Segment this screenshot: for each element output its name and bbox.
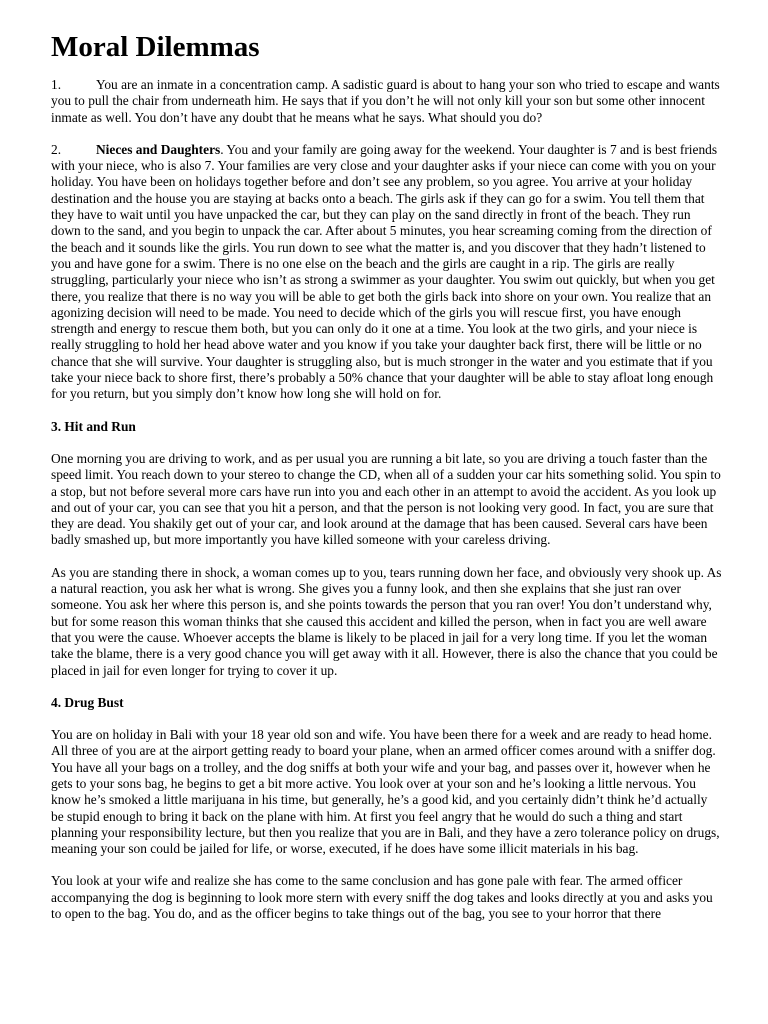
- dilemma-4-heading: 4. Drug Bust: [51, 694, 124, 710]
- dilemma-1-number: 1.: [51, 77, 62, 92]
- dilemma-1: [51, 77, 723, 126]
- dilemma-2-heading: Nieces and Daughters: [96, 141, 221, 157]
- dilemma-1-text: You are an inmate in a concentration camp. A sadistic guard is about to hang your son who tried to escape and wants you to pull the chair from underneath him. He says that if you don’t he will not only kill your son but some other innocent inmate as well. You don’t have any doubt that he means what he says. What should you do?: [51, 77, 720, 125]
- dilemma-2-text: . You and your family are going away for the weekend. Your daughter is 7 and is best friends with your niece, who is also 7. Your families are very close and your daughter asks if your niece can come with you on your holiday. You have been on holidays together before and don’t see any problem, so you agree. You arrive at your holiday destination and the house you are staying at backs onto a beach. The girls ask if they can go for a swim. You tell them that they have to wait until you have unpacked the car, but they can play on the sand directly in front of the beach. They run down to the sand, and you begin to unpack the car. After about 5 minutes, you hear screaming coming from the direction of the beach and it sounds like the girls. You run down to see what the matter is, and you discover that they hadn’t listened to you and have gone for a swim. There is no one else on the beach and the girls are caught in a rip. The girls are really struggling, particularly your niece who isn’t as strong a swimmer as your daughter. You swim out quickly, but when you get there, you realize that there is no way you will be able to get both the girls back into shore on your own. You realize that an agonizing decision will need to be made. You need to decide which of the girls you will rescue first, you have enough strength and energy to rescue them both, but you can only do it one at a time. You look at the two girls, and your niece is really struggling to hold her head above water and you know if you take your daughter back first, there will be little or no chance that she will survive. Your daughter is struggling also, but is much stronger in the water and you estimate that if you take your niece back to shore first, there’s probably a 50% chance that your daughter will be able to stay afloat long enough for you return, but you simply don’t know how long she will hold on for.: [51, 141, 718, 402]
- document-page: [51, 30, 723, 938]
- dilemma-3-paragraph-2: As you are standing there in shock, a woman comes up to you, tears running down her face, and obviously very shook up. As a natural reaction, you ask her what is wrong. She gives you a funny look, and then she explains that she just ran over someone. You ask her where this person is, and she points towards the person that you ran over! You don’t understand why, but for some reason this woman thinks that she caused this accident and killed the person, when in fact you are well aware that you were the cause. Whoever accepts the blame is likely to be placed in jail for a very long time. If you let the woman take the blame, there is a very good chance you will get away with it all. However, there is also the chance that you could be placed in jail for even longer for trying to cover it up.: [51, 564, 722, 678]
- dilemma-4-paragraph-2: You look at your wife and realize she has come to the same conclusion and has gone pale with fear. The armed officer accompanying the dog is beginning to look more stern with every sniff the dog takes and looks directly at you and asks you to open to the bag. You do, and as the officer begins to take things out of the bag, you see to your horror that there: [51, 873, 713, 922]
- dilemma-2-number: 2.: [51, 141, 62, 157]
- dilemma-3-heading: 3. Hit and Run: [51, 418, 136, 434]
- dilemma-2: [51, 142, 723, 403]
- dilemma-4-paragraph-1: You are on holiday in Bali with your 18 year old son and wife. You have been there for a week and are ready to head home. All three of you are at the airport getting ready to board your plane, when an armed officer comes around with a sniffer dog. You have all your bags on a trolley, and the dog sniffs at both your wife and your bag, and passes over it, however when he gets to your sons bag, he begins to get a bit more active. You look over at your son and he’s looking a little nervous. You know he’s smoked a little marijuana in his time, but generally, he’s a good kid, and you certainly didn’t think he’d actually be stupid enough to bring it back on the plane with him. At first you feel angry that he would do such a thing and start planning your responsibility lecture, but then you realize that you are in Bali, and they have a zero tolerance policy on drugs, meaning your son could be jailed for life, or worse, executed, if he does have some illicit materials in his bag.: [51, 727, 720, 857]
- document-title: Moral Dilemmas: [51, 31, 260, 63]
- dilemma-3-paragraph-1: One morning you are driving to work, and as per usual you are running a bit late, so you are driving a touch faster than the speed limit. You reach down to your stereo to change the CD, when all of a sudden your car hits something solid. You spin to a stop, but not before several more cars have run into you and each other in an attempt to avoid the accident. As you look up and out of your car, you can see that you hit a person, and that the person is not looking very good. In fact, you are sure that they are dead. You shakily get out of your car, and look around at the damage that has been caused. Several cars have been badly smashed up, but more importantly you have killed someone with your careless driving.: [51, 450, 721, 548]
